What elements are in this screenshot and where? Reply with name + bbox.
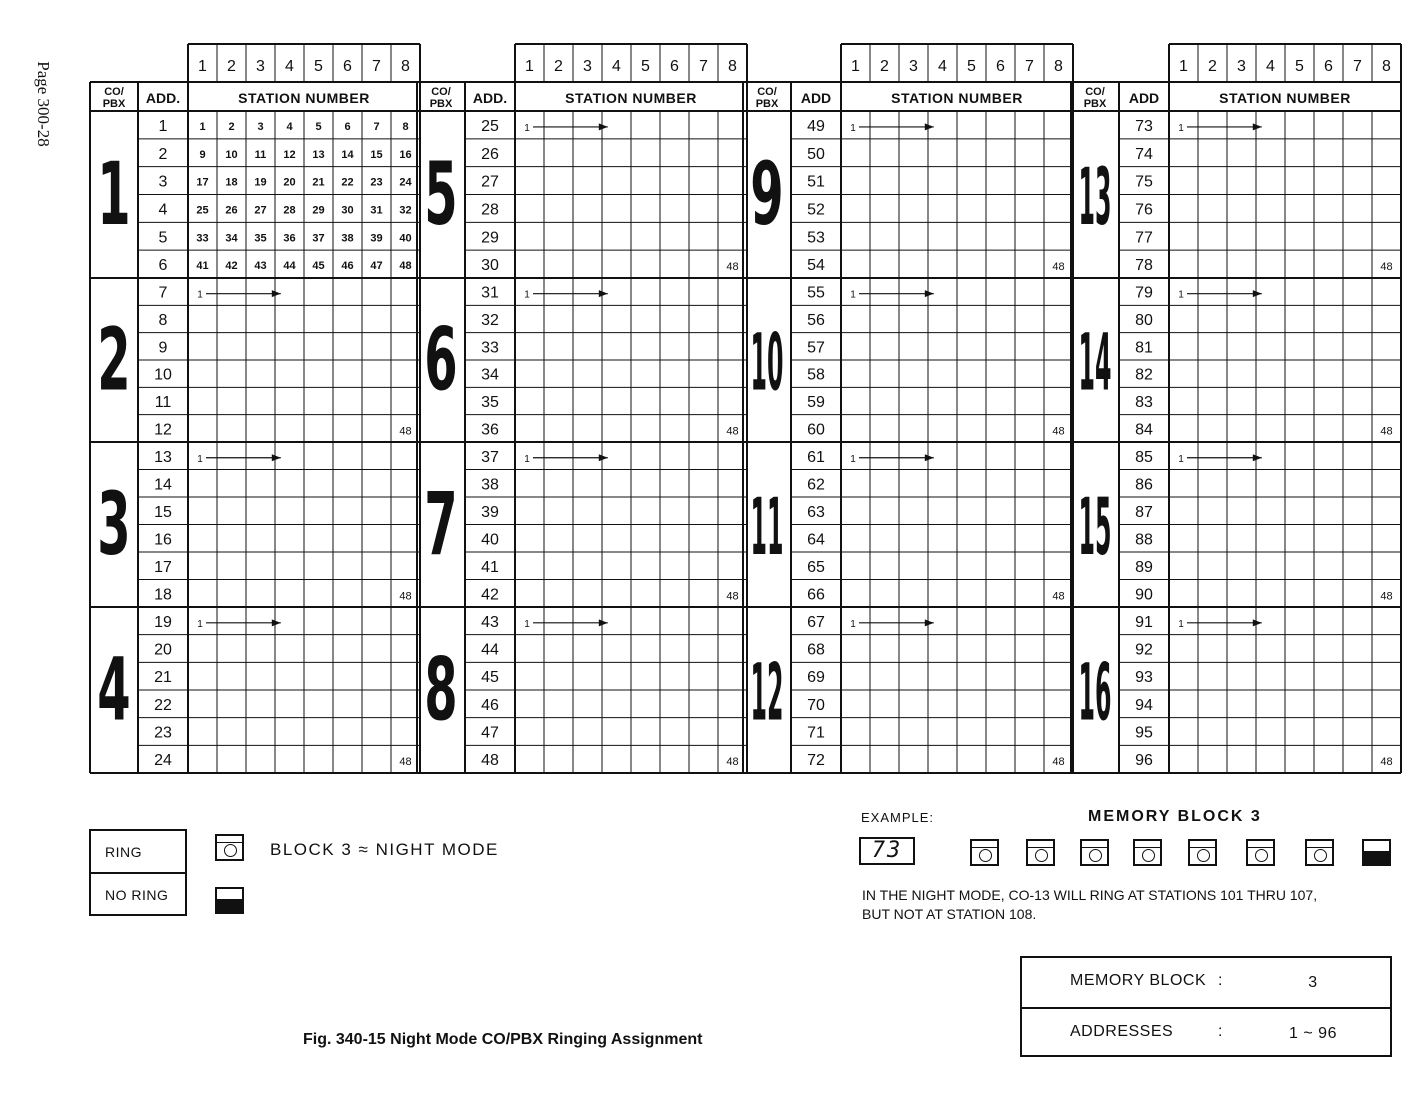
arrow-start-label: 1 (524, 618, 530, 630)
station-number: 47 (370, 260, 383, 273)
address-label: 5 (158, 229, 168, 247)
station-number: 45 (312, 260, 325, 273)
end-station-label: 48 (726, 425, 739, 438)
co-number: 5 (424, 145, 458, 246)
arrow-start-label: 1 (1178, 122, 1184, 134)
co-number: 9 (750, 145, 784, 246)
bit-label-8: 8 (1054, 58, 1063, 75)
arrow-start-label: 1 (1178, 289, 1184, 301)
station-number: 7 (373, 120, 380, 133)
bit-label-5: 5 (1295, 58, 1304, 75)
arrow-head (599, 619, 608, 626)
end-station-label: 48 (1380, 756, 1393, 769)
address-label: 76 (1135, 201, 1153, 219)
address-label: 77 (1135, 229, 1153, 247)
example-line-2: BUT NOT AT STATION 108. (862, 906, 1037, 922)
address-label: 7 (158, 284, 168, 302)
address-label: 89 (1135, 558, 1153, 576)
end-station-label: 48 (1380, 261, 1393, 274)
arrow-head (272, 454, 281, 461)
address-label: 8 (158, 312, 168, 329)
bit-label-3: 3 (909, 58, 918, 75)
bit-label-1: 1 (525, 58, 534, 75)
address-label: 55 (807, 284, 825, 302)
station-number: 22 (341, 176, 354, 189)
address-label: 68 (807, 641, 825, 659)
address-label: 56 (807, 312, 825, 329)
header-co: CO/ (104, 86, 124, 98)
address-label: 9 (158, 339, 168, 357)
address-label: 27 (481, 173, 499, 191)
header-add: ADD (800, 90, 832, 106)
station-number: 11 (254, 148, 267, 161)
address-label: 1 (158, 117, 168, 135)
address-label: 11 (154, 394, 172, 411)
address-label: 59 (807, 394, 825, 411)
header-station-number: STATION NUMBER (1219, 90, 1351, 106)
station-number: 41 (196, 260, 209, 273)
address-label: 22 (154, 696, 172, 714)
example-address-display: 73 (859, 837, 915, 865)
arrow-head (925, 290, 934, 297)
address-label: 91 (1135, 613, 1153, 631)
address-label: 64 (807, 531, 825, 549)
co-number: 12 (750, 646, 784, 739)
station-number: 42 (225, 260, 238, 273)
arrow-start-label: 1 (1178, 618, 1184, 630)
bit-label-8: 8 (728, 58, 737, 75)
address-label: 46 (481, 696, 499, 714)
address-label: 79 (1135, 284, 1153, 302)
station-number: 24 (399, 176, 412, 189)
bit-label-8: 8 (401, 58, 410, 75)
arrow-head (1253, 454, 1262, 461)
memory-block-value: 3 (1308, 974, 1318, 991)
address-label: 87 (1135, 503, 1153, 521)
arrow-start-label: 1 (850, 618, 856, 630)
bit-label-2: 2 (227, 58, 236, 75)
address-label: 33 (481, 339, 499, 357)
header-add: ADD. (472, 90, 508, 106)
bit-label-7: 7 (1025, 58, 1034, 75)
addresses-label: ADDRESSES (1070, 1023, 1174, 1040)
address-label: 14 (154, 476, 172, 494)
address-label: 50 (807, 145, 825, 163)
bit-label-3: 3 (1237, 58, 1246, 75)
bit-label-6: 6 (670, 58, 679, 75)
header-add: ADD. (145, 90, 181, 106)
station-number: 12 (283, 148, 296, 161)
address-label: 34 (481, 366, 499, 384)
address-label: 10 (154, 366, 172, 384)
address-label: 36 (481, 421, 499, 439)
bit-label-4: 4 (612, 58, 621, 75)
station-number: 38 (341, 232, 354, 245)
address-label: 38 (481, 476, 499, 494)
address-label: 69 (807, 669, 825, 687)
header-pbx: PBX (429, 98, 453, 110)
address-label: 51 (807, 173, 825, 191)
station-number: 25 (196, 204, 209, 217)
page-number: Page 300-28 (34, 61, 53, 147)
station-number: 39 (370, 232, 383, 245)
header-pbx: PBX (102, 98, 126, 110)
station-number: 13 (312, 148, 325, 161)
end-station-label: 48 (1380, 425, 1393, 438)
arrow-start-label: 1 (524, 289, 530, 301)
bit-label-8: 8 (1382, 58, 1391, 75)
station-number: 33 (196, 232, 209, 245)
station-number: 15 (370, 148, 383, 161)
ring-circle-icon (1255, 849, 1268, 862)
station-number: 23 (370, 176, 383, 189)
station-number: 48 (399, 260, 412, 273)
figure-caption: Fig. 340-15 Night Mode CO/PBX Ringing Assignment (303, 1031, 703, 1048)
address-label: 92 (1135, 641, 1153, 659)
station-number: 18 (225, 176, 238, 189)
station-number: 36 (283, 232, 296, 245)
arrow-head (272, 290, 281, 297)
ring-bit-icon (1188, 839, 1217, 866)
ring-circle-icon (1142, 849, 1155, 862)
station-number: 14 (341, 148, 354, 161)
station-number: 8 (402, 120, 409, 133)
legend-box (89, 829, 187, 916)
ring-circle-icon (1314, 849, 1327, 862)
ring-symbol-icon (215, 834, 244, 861)
no-ring-symbol-icon (215, 887, 244, 914)
address-label: 2 (158, 145, 168, 163)
co-number: 16 (1078, 646, 1112, 739)
arrow-start-label: 1 (197, 453, 203, 465)
address-label: 29 (481, 229, 499, 247)
address-label: 35 (481, 394, 499, 411)
arrow-start-label: 1 (524, 122, 530, 134)
memory-block-colon: : (1218, 972, 1223, 989)
address-label: 74 (1135, 145, 1153, 163)
address-label: 82 (1135, 366, 1153, 384)
address-label: 13 (154, 448, 172, 466)
station-number: 40 (399, 232, 412, 245)
address-label: 23 (154, 724, 172, 742)
address-label: 67 (807, 613, 825, 631)
station-number: 27 (254, 204, 267, 217)
arrow-head (1253, 123, 1262, 130)
example-title: MEMORY BLOCK 3 (1088, 808, 1262, 825)
station-number: 3 (257, 120, 264, 133)
address-label: 83 (1135, 394, 1153, 411)
end-station-label: 48 (726, 590, 739, 603)
bit-label-4: 4 (1266, 58, 1275, 75)
bit-label-1: 1 (851, 58, 860, 75)
address-label: 41 (481, 558, 499, 576)
address-label: 3 (158, 173, 168, 191)
station-number: 46 (341, 260, 354, 273)
station-number: 26 (225, 204, 238, 217)
header-station-number: STATION NUMBER (565, 90, 697, 106)
bit-label-2: 2 (880, 58, 889, 75)
address-label: 43 (481, 613, 499, 631)
end-station-label: 48 (1052, 261, 1065, 274)
night-mode-label: BLOCK 3 ≈ NIGHT MODE (270, 840, 499, 859)
addresses-value: 1 ~ 96 (1289, 1025, 1337, 1042)
bit-label-5: 5 (314, 58, 323, 75)
address-label: 44 (481, 641, 499, 659)
arrow-head (599, 290, 608, 297)
end-station-label: 48 (399, 425, 412, 438)
address-label: 78 (1135, 257, 1153, 275)
legend-ring-label: RING (105, 843, 142, 860)
arrow-head (599, 123, 608, 130)
end-station-label: 48 (726, 261, 739, 274)
arrow-head (272, 619, 281, 626)
address-label: 31 (481, 284, 499, 302)
address-label: 6 (158, 257, 168, 275)
bit-label-6: 6 (343, 58, 352, 75)
station-number: 2 (228, 120, 235, 133)
memory-block-summary (1020, 956, 1392, 1057)
example-line-1: IN THE NIGHT MODE, CO-13 WILL RING AT STATIONS 101 THRU 107, (862, 887, 1318, 903)
header-station-number: STATION NUMBER (891, 90, 1023, 106)
co-number: 2 (97, 310, 131, 411)
station-number: 4 (286, 120, 293, 133)
station-number: 37 (312, 232, 325, 245)
bit-label-3: 3 (256, 58, 265, 75)
arrow-head (599, 454, 608, 461)
bit-label-7: 7 (1353, 58, 1362, 75)
address-label: 16 (154, 531, 172, 549)
arrow-start-label: 1 (197, 289, 203, 301)
address-label: 52 (807, 201, 825, 219)
address-label: 75 (1135, 173, 1153, 191)
address-label: 88 (1135, 531, 1153, 549)
station-number: 17 (196, 176, 209, 189)
station-number: 31 (370, 204, 383, 217)
arrow-start-label: 1 (850, 289, 856, 301)
address-label: 28 (481, 201, 499, 219)
station-number: 43 (254, 260, 267, 273)
address-label: 58 (807, 366, 825, 384)
bit-label-6: 6 (996, 58, 1005, 75)
ring-circle-icon (1197, 849, 1210, 862)
address-label: 12 (154, 421, 172, 439)
co-number: 13 (1078, 151, 1112, 243)
address-label: 30 (481, 257, 499, 275)
co-number: 15 (1078, 481, 1112, 573)
example-label: EXAMPLE: (861, 810, 935, 825)
address-label: 85 (1135, 448, 1153, 466)
address-label: 53 (807, 229, 825, 247)
ring-bit-icon (1026, 839, 1055, 866)
address-label: 61 (807, 448, 825, 466)
station-number: 29 (312, 204, 325, 217)
ring-bit-icon (1246, 839, 1275, 866)
address-label: 21 (154, 669, 172, 687)
bit-label-5: 5 (641, 58, 650, 75)
header-co: CO/ (757, 86, 777, 98)
station-number: 30 (341, 204, 354, 217)
station-number: 21 (312, 176, 325, 189)
bit-label-1: 1 (1179, 58, 1188, 75)
header-pbx: PBX (1083, 98, 1107, 110)
address-label: 39 (481, 503, 499, 521)
address-label: 20 (154, 641, 172, 659)
address-label: 24 (154, 752, 172, 770)
station-number: 44 (283, 260, 296, 273)
addresses-colon: : (1218, 1023, 1223, 1040)
bit-label-2: 2 (1208, 58, 1217, 75)
bit-label-4: 4 (938, 58, 947, 75)
address-label: 42 (481, 586, 499, 604)
bit-label-7: 7 (699, 58, 708, 75)
co-number: 7 (424, 475, 458, 576)
bit-label-3: 3 (583, 58, 592, 75)
end-station-label: 48 (1052, 425, 1065, 438)
arrow-head (1253, 619, 1262, 626)
station-number: 5 (315, 120, 322, 133)
station-number: 16 (399, 148, 412, 161)
arrow-start-label: 1 (850, 453, 856, 465)
header-co: CO/ (1085, 86, 1105, 98)
station-number: 10 (225, 148, 238, 161)
address-label: 90 (1135, 586, 1153, 604)
co-number: 3 (97, 475, 131, 576)
co-number: 1 (97, 145, 131, 246)
address-label: 72 (807, 752, 825, 770)
address-label: 95 (1135, 724, 1153, 742)
address-label: 48 (481, 752, 499, 770)
station-number: 20 (283, 176, 296, 189)
ring-circle-icon (1035, 849, 1048, 862)
address-label: 84 (1135, 421, 1153, 439)
bit-label-5: 5 (967, 58, 976, 75)
co-number: 10 (750, 316, 784, 409)
no-ring-bit-icon (1362, 839, 1391, 866)
arrow-head (1253, 290, 1262, 297)
bit-label-4: 4 (285, 58, 294, 75)
co-number: 6 (424, 310, 458, 411)
station-number: 9 (199, 148, 206, 161)
bit-label-6: 6 (1324, 58, 1333, 75)
arrow-start-label: 1 (1178, 453, 1184, 465)
ring-circle-icon (1089, 849, 1102, 862)
address-label: 25 (481, 117, 499, 135)
address-label: 70 (807, 696, 825, 714)
end-station-label: 48 (1052, 590, 1065, 603)
address-label: 96 (1135, 752, 1153, 770)
address-label: 94 (1135, 696, 1153, 714)
end-station-label: 48 (399, 590, 412, 603)
co-number: 8 (424, 640, 458, 741)
arrow-start-label: 1 (197, 618, 203, 630)
end-station-label: 48 (399, 756, 412, 769)
arrow-head (925, 123, 934, 130)
address-label: 93 (1135, 669, 1153, 687)
address-label: 32 (481, 312, 499, 329)
ring-bit-icon (1080, 839, 1109, 866)
address-label: 37 (481, 448, 499, 466)
address-label: 47 (481, 724, 499, 742)
address-label: 54 (807, 257, 825, 275)
arrow-start-label: 1 (524, 453, 530, 465)
address-label: 57 (807, 339, 825, 357)
bit-label-2: 2 (554, 58, 563, 75)
address-label: 63 (807, 503, 825, 521)
addresses-row (1022, 1007, 1390, 1058)
co-number: 11 (750, 481, 784, 573)
address-label: 81 (1135, 339, 1153, 357)
address-label: 40 (481, 531, 499, 549)
header-co: CO/ (431, 86, 451, 98)
address-label: 71 (807, 724, 825, 742)
address-label: 19 (154, 613, 172, 631)
bit-label-1: 1 (198, 58, 207, 75)
address-label: 62 (807, 476, 825, 494)
station-number: 19 (254, 176, 267, 189)
station-number: 34 (225, 232, 238, 245)
legend-no-ring-label: NO RING (91, 872, 185, 915)
co-number: 4 (97, 640, 131, 741)
header-pbx: PBX (755, 98, 779, 110)
address-label: 45 (481, 669, 499, 687)
address-label: 80 (1135, 312, 1153, 329)
station-number: 28 (283, 204, 296, 217)
station-number: 1 (199, 120, 206, 133)
address-label: 66 (807, 586, 825, 604)
ring-bit-icon (970, 839, 999, 866)
arrow-head (925, 619, 934, 626)
address-label: 17 (154, 558, 172, 576)
address-label: 73 (1135, 117, 1153, 135)
ring-circle-icon (979, 849, 992, 862)
end-station-label: 48 (1380, 590, 1393, 603)
header-station-number: STATION NUMBER (238, 90, 370, 106)
station-number: 35 (254, 232, 267, 245)
ring-bit-icon (1305, 839, 1334, 866)
address-label: 65 (807, 558, 825, 576)
address-label: 15 (154, 503, 172, 521)
address-label: 4 (158, 201, 168, 219)
address-label: 60 (807, 421, 825, 439)
address-label: 18 (154, 586, 172, 604)
end-station-label: 48 (726, 756, 739, 769)
address-label: 49 (807, 117, 825, 135)
memory-block-label: MEMORY BLOCK (1070, 972, 1207, 989)
header-add: ADD (1128, 90, 1160, 106)
station-number: 32 (399, 204, 412, 217)
station-number: 6 (344, 120, 351, 133)
address-label: 86 (1135, 476, 1153, 494)
arrow-start-label: 1 (850, 122, 856, 134)
arrow-head (925, 454, 934, 461)
bit-label-7: 7 (372, 58, 381, 75)
co-number: 14 (1078, 316, 1112, 409)
ring-bit-icon (1133, 839, 1162, 866)
end-station-label: 48 (1052, 756, 1065, 769)
memory-block-row (1022, 958, 1390, 1007)
address-label: 26 (481, 145, 499, 163)
